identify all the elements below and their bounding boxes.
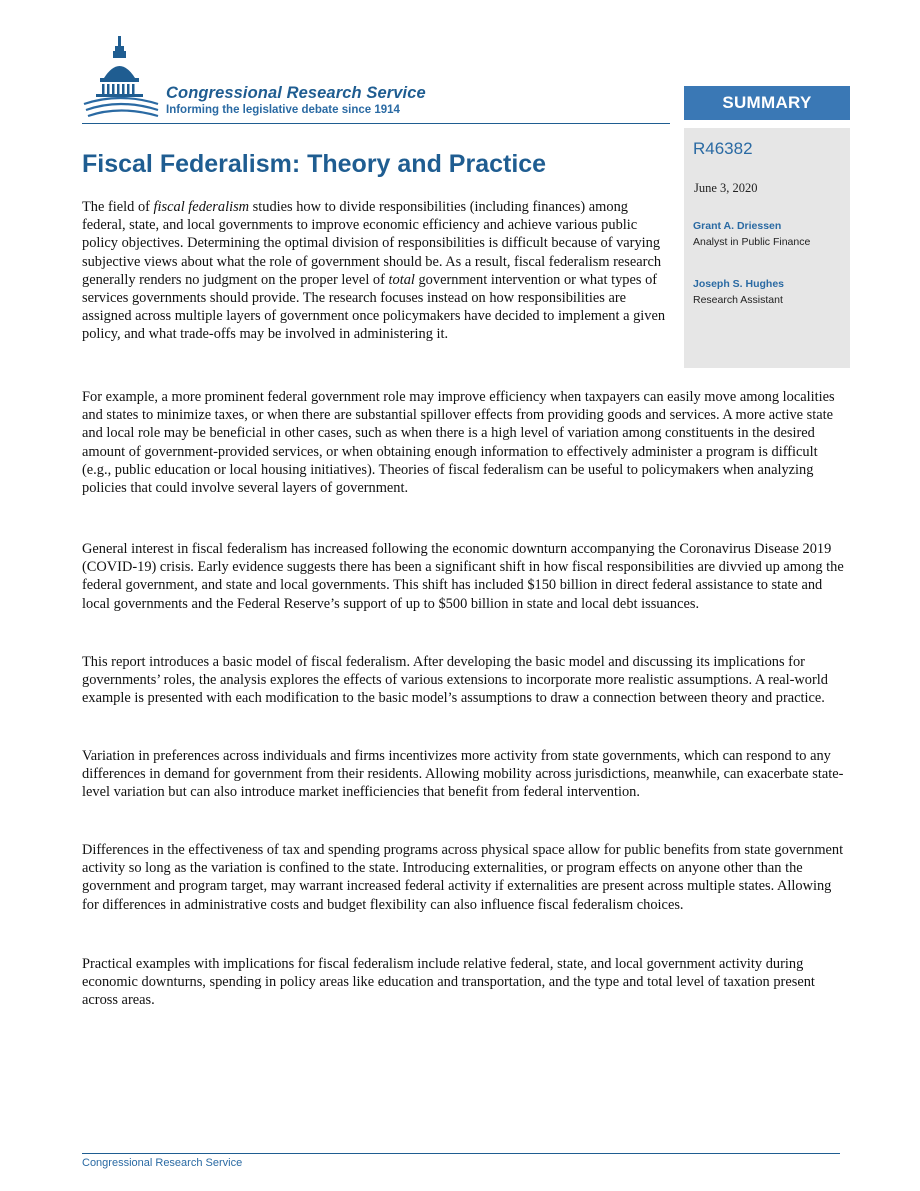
page-title: Fiscal Federalism: Theory and Practice: [82, 150, 547, 178]
header-divider: [82, 123, 670, 124]
summary-sidebar: [684, 128, 850, 368]
crs-logo: [82, 34, 672, 126]
author-name: Grant A. Driessen: [693, 220, 782, 232]
author-name: Joseph S. Hughes: [693, 278, 785, 290]
capitol-dome-icon: [82, 34, 162, 124]
paragraph: General interest in fiscal federalism has increased following the economic downturn accompanying the Coronavirus Disease 2019 (COVID-19) crisis. Early evidence suggests there has been a significant shift in how fiscal responsibilities are divvied up among the federal government, and state and local governments. This shift has included $150 billion in direct federal assistance to state and local governments and the Federal Reserve’s support of up to $500 billion in state and local debt issuances.: [82, 541, 844, 612]
summary-tab: SUMMARY: [684, 86, 850, 120]
author-role: Analyst in Public Finance: [693, 236, 811, 248]
report-date: June 3, 2020: [694, 181, 758, 195]
footer-divider: [82, 1153, 840, 1154]
report-number: R46382: [693, 139, 753, 158]
paragraph: The field of fiscal federalism studies how to divide responsibilities (including finances) among federal, state, and local governments to improve economic efficiency and achieve various public policy objectives. Determining the optimal division of responsibilities is difficult because of varying subjective views about what the role of government should be. As a result, fiscal federalism research generally renders no judgment on the proper level of total government intervention or what types of services governments should provide. The research focuses instead on how responsibilities are assigned across multiple layers of government once policymakers have decided to implement a given policy, and what trade-offs may be involved in administering it.: [82, 199, 666, 343]
paragraph: Differences in the effectiveness of tax and spending programs across physical space allow for public benefits from state government activity so long as the variation is confined to the state. Introducing externalities, or program effects on anyone other than the government and program target, may warrant increased federal activity if externalities are present across multiple states. Allowing for differences in administrative costs and budget flexibility can also influence fiscal federalism choices.: [82, 842, 844, 913]
paragraph: This report introduces a basic model of fiscal federalism. After developing the basic model and discussing its implications for governments’ roles, the analysis explores the effects of various extensions to incorporate more realistic assumptions. A real-world example is presented with each modification to the basic model’s assumptions to draw a connection between theory and practice.: [82, 654, 828, 707]
footer-text: Congressional Research Service: [82, 1157, 243, 1169]
paragraph: For example, a more prominent federal government role may improve efficiency when taxpayers can easily move among localities and states to minimize taxes, or when there are substantial spillover effects from providing goods and services. A more active state and local role may be beneficial in other cases, such as when there is a high level of variation among constituents in the desired amount of government-provided services, or when obtaining enough information to effectively administer a program is difficult (e.g., public education or local housing initiatives). Theories of fiscal federalism can be useful to policymakers when analyzing policies that could involve several layers of government.: [82, 389, 835, 497]
author-role: Research Assistant: [693, 294, 783, 306]
org-tagline: Informing the legislative debate since 1914: [166, 104, 400, 116]
paragraph: Practical examples with implications for fiscal federalism include relative federal, state, and local government activity during economic downturns, spending in policy areas like education and transportation, and the type and total level of taxation present across areas.: [82, 956, 815, 1009]
org-name: Congressional Research Service: [166, 84, 426, 102]
paragraph: Variation in preferences across individuals and firms incentivizes more activity from state governments, which can respond to any differences in demand for government from their residents. Allowing mobility across jurisdictions, meanwhile, can exacerbate state-level variation but can also introduce market inefficiencies that benefit from federal intervention.: [82, 748, 844, 801]
